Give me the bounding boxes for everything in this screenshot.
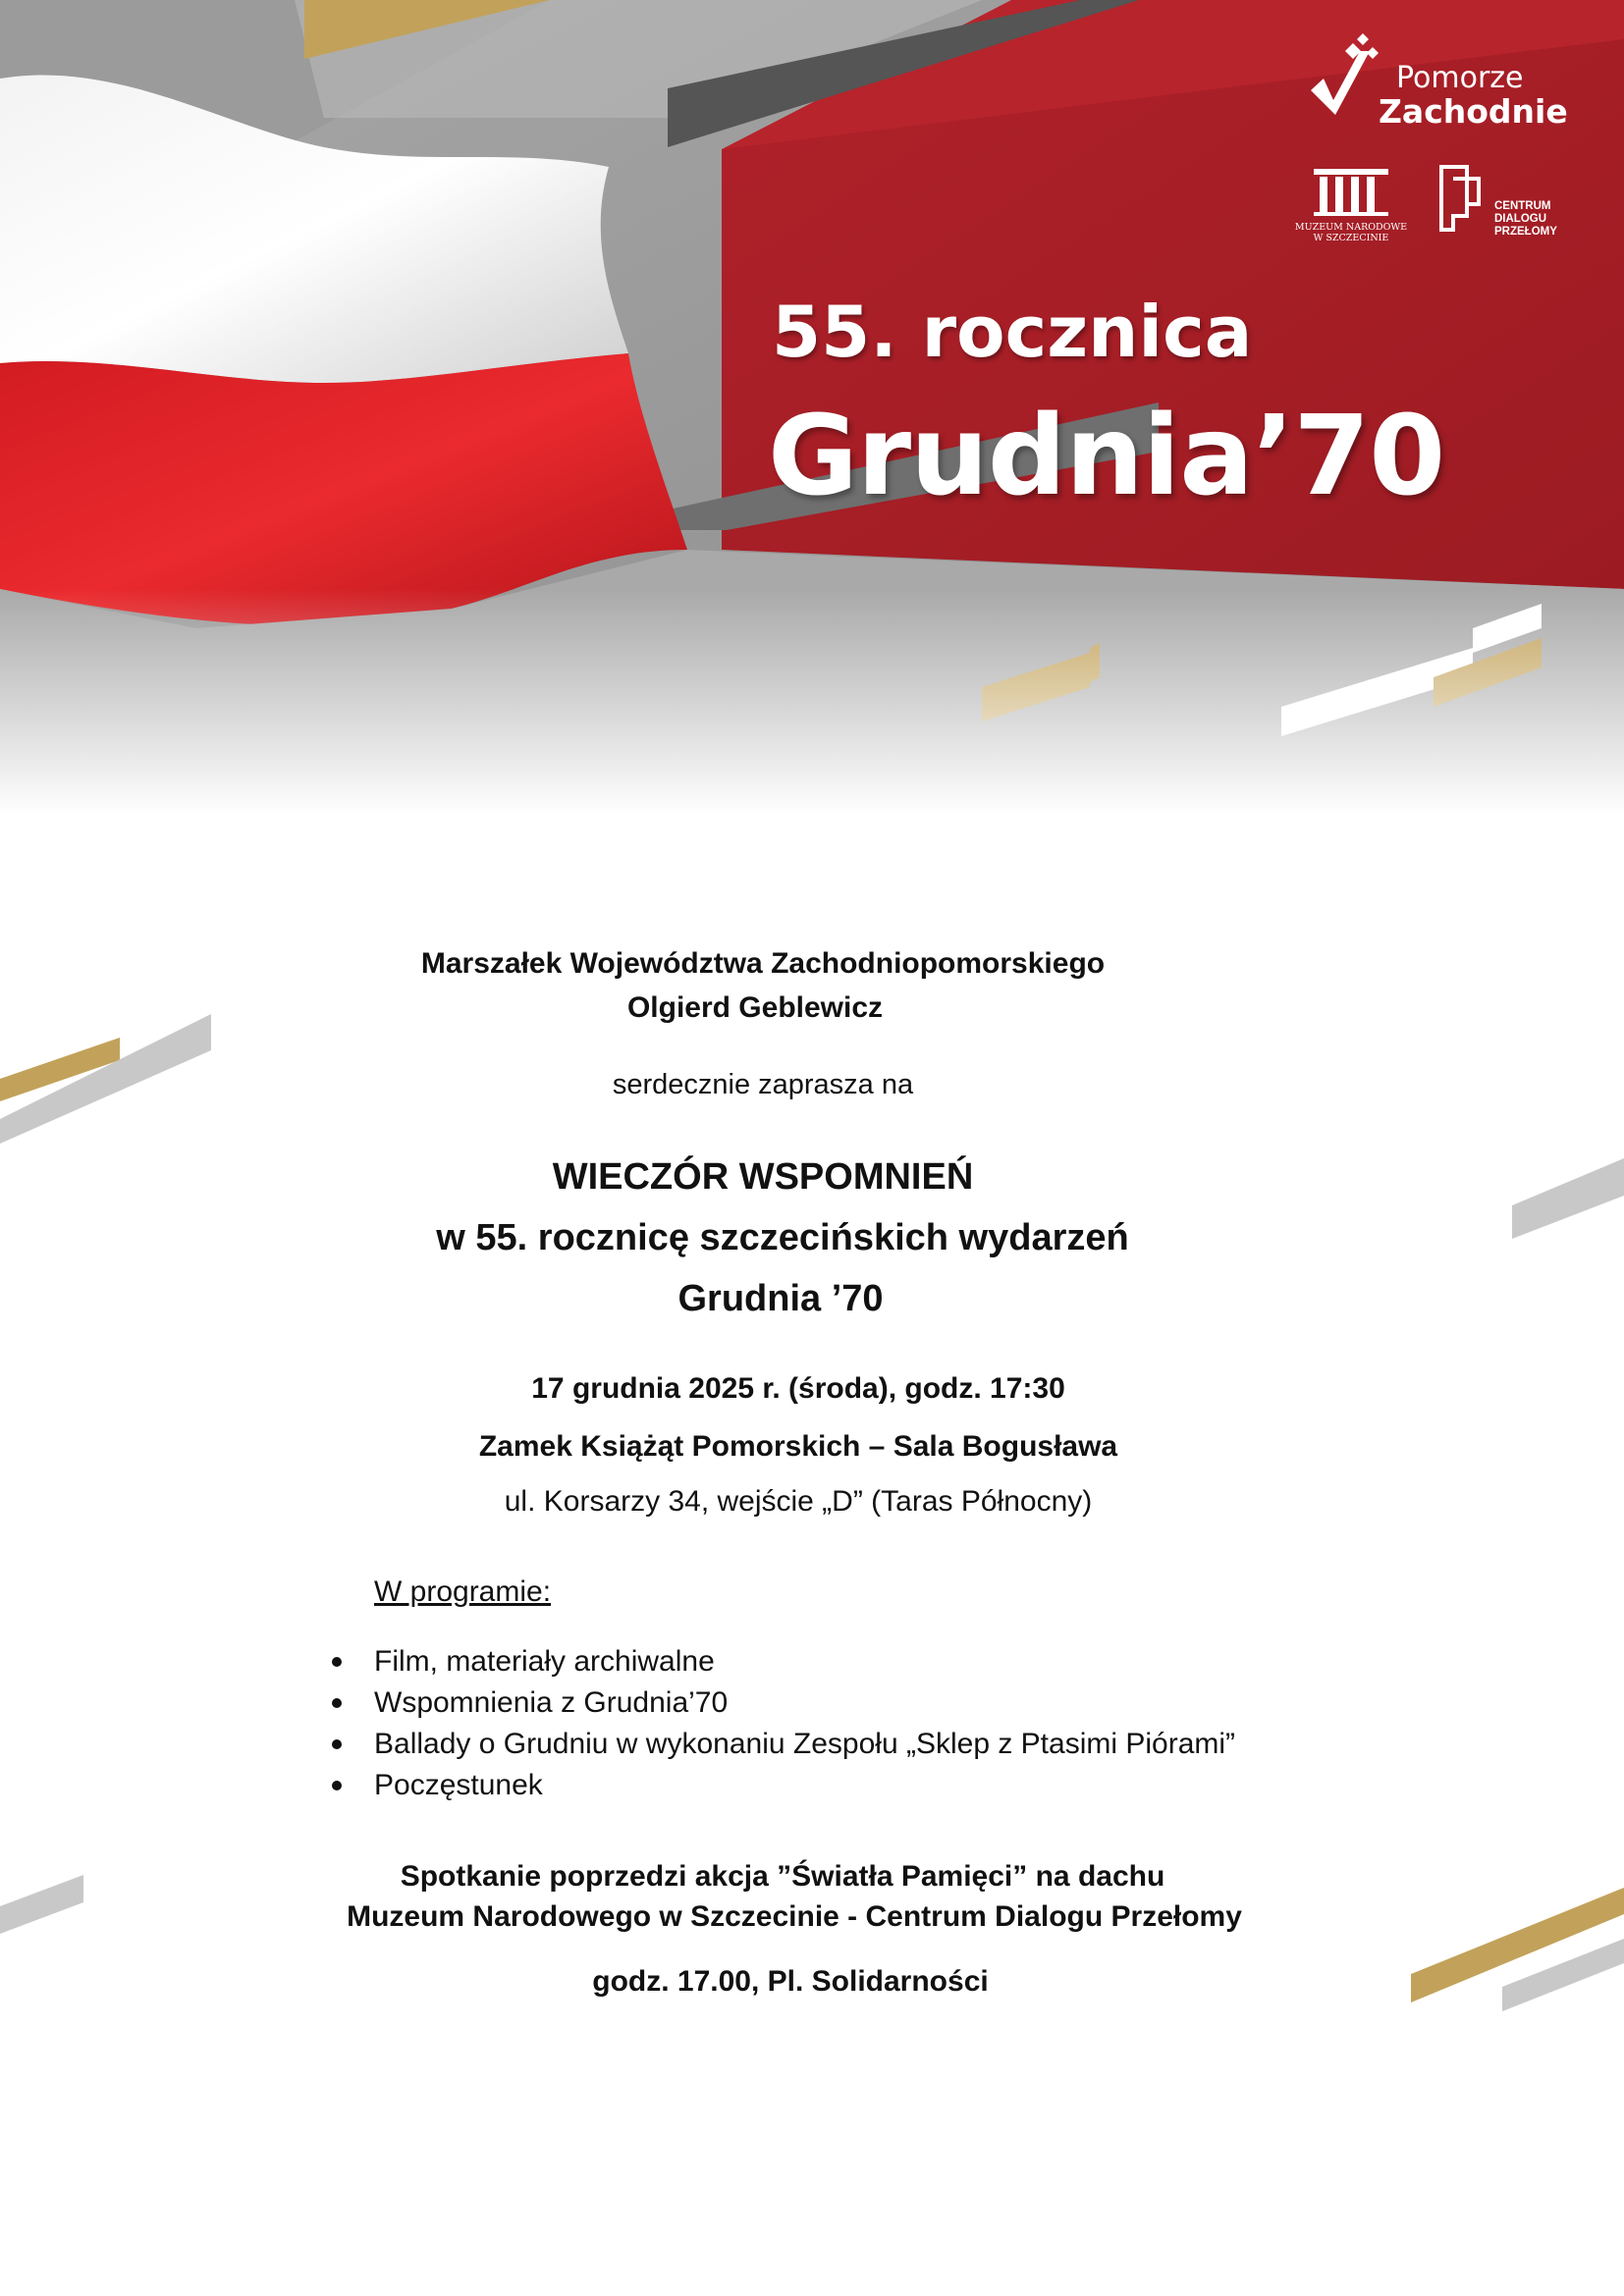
header-banner <box>0 0 1624 815</box>
cdp-line: CENTRUM <box>1494 200 1551 212</box>
pomorze-zachodnie-mark <box>1306 31 1384 120</box>
cdp-mark-icon <box>1434 161 1492 240</box>
bullet-icon <box>332 1657 342 1667</box>
event-address: ul. Korsarzy 34, wejście „D” (Taras Północny) <box>504 1485 1093 1518</box>
program-item-text: Ballady o Grudniu w wykonaniu Zespołu „Sklep z Ptasimi Piórami” <box>374 1728 1236 1760</box>
bullet-icon <box>332 1698 342 1708</box>
centrum-dialogu-logo <box>1434 161 1591 249</box>
program-item-text: Wspomnienia z Grudnia’70 <box>374 1686 729 1719</box>
note-line1: Spotkanie poprzedzi akcja ”Światła Pamięci” na dachu <box>400 1860 1165 1893</box>
event-title-line2: w 55. rocznicę szczecińskich wydarzeń <box>436 1217 1129 1258</box>
muzeum-narodowe-logo <box>1292 161 1410 249</box>
cdp-text <box>1494 200 1557 239</box>
muzeum-text: MUZEUM NARODOWE W SZCZECINIE <box>1294 222 1408 243</box>
program-item <box>324 1682 1235 1724</box>
host-name: Olgierd Geblewicz <box>626 991 884 1024</box>
muzeum-columns-icon <box>1292 161 1410 220</box>
program-item <box>324 1641 1235 1682</box>
note-line2: Muzeum Narodowego w Szczecinie - Centrum Dialogu Przełomy <box>347 1900 1242 1933</box>
hero-title: Grudnia’70 <box>768 393 1445 520</box>
cdp-line: DIALOGU <box>1494 213 1547 225</box>
event-date-time: 17 grudnia 2025 r. (środa), godz. 17:30 <box>531 1372 1065 1405</box>
banner-fade <box>0 589 1624 815</box>
pomorze-text: Pomorze <box>1396 61 1524 95</box>
program-item-text: Poczęstunek <box>374 1769 543 1801</box>
zachodnie-text: Zachodnie <box>1379 92 1568 131</box>
cdp-line: PRZEŁOMY <box>1494 226 1557 238</box>
bullet-icon <box>332 1739 342 1749</box>
program-heading: W programie: <box>374 1575 552 1608</box>
program-item-text: Film, materiały archiwalne <box>374 1645 715 1678</box>
host-title: Marszałek Województwa Zachodniopomorskiego <box>420 947 1106 980</box>
bullet-icon <box>332 1781 342 1790</box>
pomorze-zachodnie-logo <box>1306 31 1568 131</box>
event-title-line1: WIECZÓR WSPOMNIEŃ <box>552 1156 974 1198</box>
note-line3: godz. 17.00, Pl. Solidarności <box>592 1965 989 1998</box>
hero-subtitle: 55. rocznica <box>772 291 1253 373</box>
program-item <box>324 1765 1235 1806</box>
event-venue: Zamek Książąt Pomorskich – Sala Bogusława <box>478 1430 1118 1463</box>
invite-phrase: serdecznie zaprasza na <box>612 1069 914 1100</box>
event-title-line3: Grudnia ’70 <box>677 1278 884 1319</box>
program-list <box>324 1641 1235 1806</box>
program-item <box>324 1724 1235 1765</box>
